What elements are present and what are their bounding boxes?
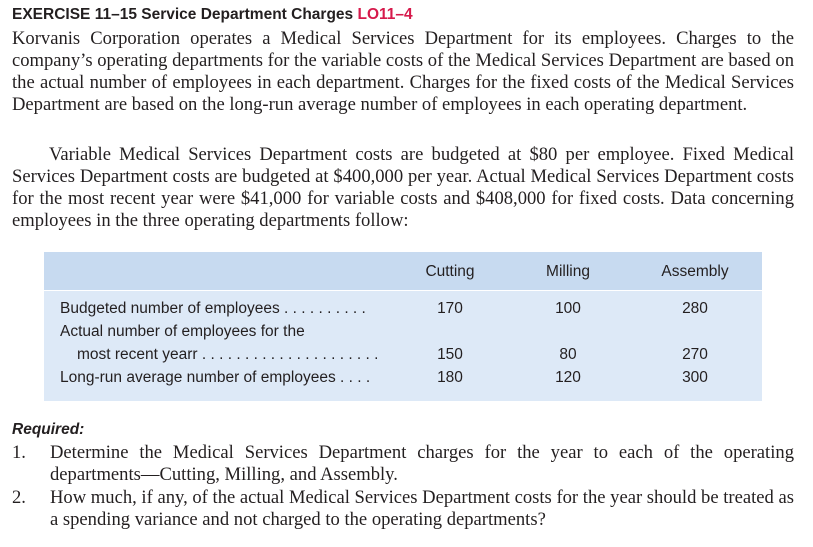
required-list <box>12 442 794 532</box>
cell-longrun-assembly: 300 <box>682 369 708 386</box>
cell-budgeted-assembly: 280 <box>682 300 708 317</box>
exercise-heading <box>12 6 413 24</box>
cell-longrun-milling: 120 <box>555 369 581 386</box>
required-item-text: Determine the Medical Services Department charges for the year to each of the operating departments—Cutting, Milling, and Assembly. <box>50 442 794 485</box>
column-header-cutting: Cutting <box>425 263 475 280</box>
required-item-number: 1. <box>12 442 26 463</box>
row-label-most-recent-year: most recent yearr . . . . . . . . . . . . . . . . . . . . . <box>77 346 379 363</box>
column-header-milling: Milling <box>546 263 590 280</box>
table-header-divider <box>44 290 762 291</box>
employee-data-table <box>44 252 762 401</box>
paragraph-2: Variable Medical Services Department costs are budgeted at $80 per employee. Fixed Medical Services Department costs are budgeted at $400,000 per year. Actual Medical Services Department costs for the most recent year were $41,000 for variable costs and $408,000 for fixed costs. Data concerning employees in the three operating departments follow: <box>12 144 794 231</box>
cell-actual-assembly: 270 <box>682 346 708 363</box>
learning-objective-link[interactable]: LO11–4 <box>357 6 413 23</box>
cell-actual-cutting: 150 <box>437 346 463 363</box>
exercise-title: EXERCISE 11–15 Service Department Charges <box>12 6 354 23</box>
cell-budgeted-milling: 100 <box>555 300 581 317</box>
column-header-assembly: Assembly <box>661 263 729 280</box>
cell-actual-milling: 80 <box>559 346 577 363</box>
required-item-1 <box>12 442 794 486</box>
cell-longrun-cutting: 180 <box>437 369 463 386</box>
required-item-text: How much, if any, of the actual Medical Services Department costs for the year should be treated as a spending variance and not charged to the operating departments? <box>50 487 794 530</box>
required-item-number: 2. <box>12 487 26 508</box>
cell-budgeted-cutting: 170 <box>437 300 463 317</box>
required-heading: Required: <box>12 421 85 438</box>
row-label-long-run: Long-run average number of employees . . . . <box>60 369 371 386</box>
paragraph-1: Korvanis Corporation operates a Medical Services Department for its employees. Charges to the company’s operating departments for the variable costs of the Medical Services Department are based on the actual number of employees in each department. Charges for the fixed costs of the Medical Services Department are based on the long-run average number of employees in each operating department. <box>12 28 794 115</box>
row-label-actual: Actual number of employees for the <box>60 323 305 340</box>
required-item-2 <box>12 487 794 531</box>
row-label-budgeted: Budgeted number of employees . . . . . . . . . . <box>60 300 366 317</box>
